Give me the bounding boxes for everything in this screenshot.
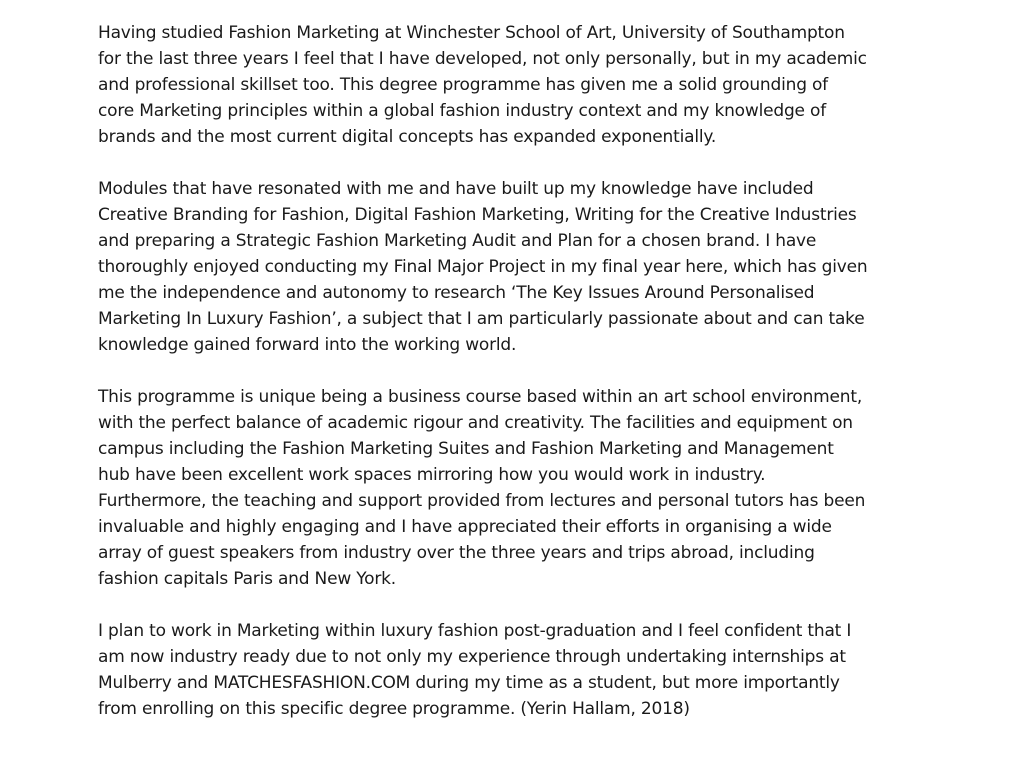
paragraph-2	[98, 176, 898, 358]
text-line: array of guest speakers from industry over the three years and trips abroad, including	[98, 543, 815, 563]
text-line: I plan to work in Marketing within luxury fashion post-graduation and I feel confident that I	[98, 621, 852, 641]
text-line: This programme is unique being a business course based within an art school environment,	[98, 387, 863, 407]
text-line: Having studied Fashion Marketing at Winchester School of Art, University of Southampton	[98, 23, 845, 43]
text-line: with the perfect balance of academic rigour and creativity. The facilities and equipment on	[98, 413, 853, 433]
text-line: from enrolling on this specific degree programme. (Yerin Hallam, 2018)	[98, 699, 690, 719]
text-line: thoroughly enjoyed conducting my Final Major Project in my final year here, which has given	[98, 257, 868, 277]
text-line: campus including the Fashion Marketing Suites and Fashion Marketing and Management	[98, 439, 834, 459]
text-line: Furthermore, the teaching and support provided from lectures and personal tutors has been	[98, 491, 866, 511]
text-line: Mulberry and MATCHESFASHION.COM during my time as a student, but more importantly	[98, 673, 840, 693]
text-line: invaluable and highly engaging and I have appreciated their efforts in organising a wide	[98, 517, 832, 537]
text-line: and preparing a Strategic Fashion Marketing Audit and Plan for a chosen brand. I have	[98, 231, 817, 251]
text-line: Creative Branding for Fashion, Digital Fashion Marketing, Writing for the Creative Industries	[98, 205, 857, 225]
text-line: brands and the most current digital concepts has expanded exponentially.	[98, 127, 717, 147]
text-line: Modules that have resonated with me and have built up my knowledge have included	[98, 179, 814, 199]
text-line: am now industry ready due to not only my experience through undertaking internships at	[98, 647, 846, 667]
paragraph-4	[98, 618, 898, 722]
text-line: fashion capitals Paris and New York.	[98, 569, 396, 589]
text-line: me the independence and autonomy to research ‘The Key Issues Around Personalised	[98, 283, 815, 303]
text-line: for the last three years I feel that I have developed, not only personally, but in my academic	[98, 49, 867, 69]
paragraph-3	[98, 384, 898, 592]
text-line: knowledge gained forward into the working world.	[98, 335, 517, 355]
text-line: hub have been excellent work spaces mirroring how you would work in industry.	[98, 465, 766, 485]
text-line: core Marketing principles within a global fashion industry context and my knowledge of	[98, 101, 826, 121]
text-line: Marketing In Luxury Fashion’, a subject that I am particularly passionate about and can take	[98, 309, 865, 329]
paragraph-1	[98, 20, 898, 150]
document-body	[98, 20, 898, 748]
text-line: and professional skillset too. This degree programme has given me a solid grounding of	[98, 75, 828, 95]
